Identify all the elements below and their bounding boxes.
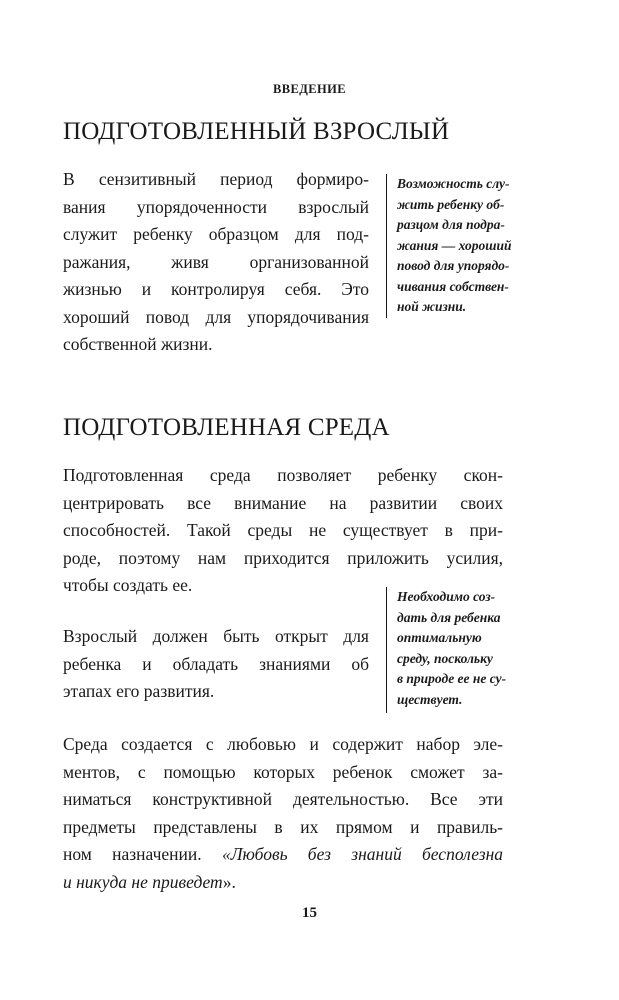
sidenote-line: оптимальную: [397, 630, 482, 645]
sidenote-line: жания — хороший: [397, 237, 512, 253]
text-line: вания упорядоченности взрослый: [63, 196, 369, 217]
text-line: собственной жизни.: [63, 334, 213, 354]
text-line: [63, 841, 503, 869]
sidenote-line: Необходимо соз-: [397, 589, 496, 604]
sidenote-line: чивания собствен-: [397, 278, 509, 294]
text-line: [63, 869, 503, 897]
section2-paragraph-3: [63, 731, 503, 896]
page-number: 15: [302, 905, 317, 921]
text-line: центрировать все внимание на развитии своих: [63, 492, 503, 513]
text-line: служит ребенку образцом для под-: [63, 224, 369, 244]
section-title-prepared-adult: ПОДГОТОВЛЕННЫЙ ВЗРОСЛЫЙ: [63, 118, 450, 145]
sidenote-line: ществует.: [397, 691, 463, 707]
text-line: чтобы создать ее.: [63, 575, 193, 595]
text-line: этапах его развития.: [63, 681, 215, 701]
text-line: роде, поэтому нам приходится приложить усилия,: [63, 547, 503, 568]
sidenote-line: повод для упорядо-: [397, 258, 510, 273]
sidenote-line: Возможность слу-: [397, 176, 510, 191]
text-line: жизнью и контролируя себя. Это: [63, 279, 369, 299]
sidenote-line: дать для ребенка: [397, 609, 501, 625]
section2-paragraph-1: [63, 462, 503, 600]
text-segment: ном назначении.: [63, 844, 202, 864]
section1-paragraph: [63, 166, 369, 359]
text-line: ментов, с помощью которых ребенок сможет за-: [63, 761, 503, 782]
text-line: Подготовленная среда позволяет ребенку скон-: [63, 465, 503, 485]
sidenote-line: среду, поскольку: [397, 650, 493, 666]
section2-paragraph-2: [63, 623, 369, 706]
sidenote-section2: [386, 587, 506, 713]
text-line: способностей. Такой среды не существует в при-: [63, 520, 503, 540]
text-line: предметы представлены в их прямом и правиль-: [63, 816, 503, 837]
sidenote-line: разцом для подра-: [397, 217, 505, 232]
running-head: ВВЕДЕНИЕ: [273, 82, 346, 96]
sidenote-line: жить ребенку об-: [397, 196, 505, 212]
text-line: ражания, живя организованной: [63, 251, 369, 272]
text-line: Среда создается с любовью и содержит набор эле-: [63, 734, 503, 754]
text-line: В сензитивный период формиро-: [63, 169, 369, 189]
quote-text: и никуда не приведет: [63, 871, 223, 892]
sidenote-line: в природе ее не су-: [397, 671, 507, 686]
text-line: Взрослый должен быть открыт для: [63, 626, 369, 646]
text-line: ребенка и обладать знаниями об: [63, 653, 369, 674]
quote-text: «Любовь без знаний бесполезна: [221, 844, 504, 864]
text-line: ниматься конструктивной деятельностью. Все эти: [63, 789, 503, 809]
sidenote-section1: [386, 174, 512, 318]
section-title-prepared-environment: ПОДГОТОВЛЕННАЯ СРЕДА: [63, 414, 390, 441]
quote-end: ».: [222, 871, 236, 892]
text-line: хороший повод для упорядочивания: [63, 306, 369, 327]
sidenote-line: ной жизни.: [397, 299, 467, 314]
